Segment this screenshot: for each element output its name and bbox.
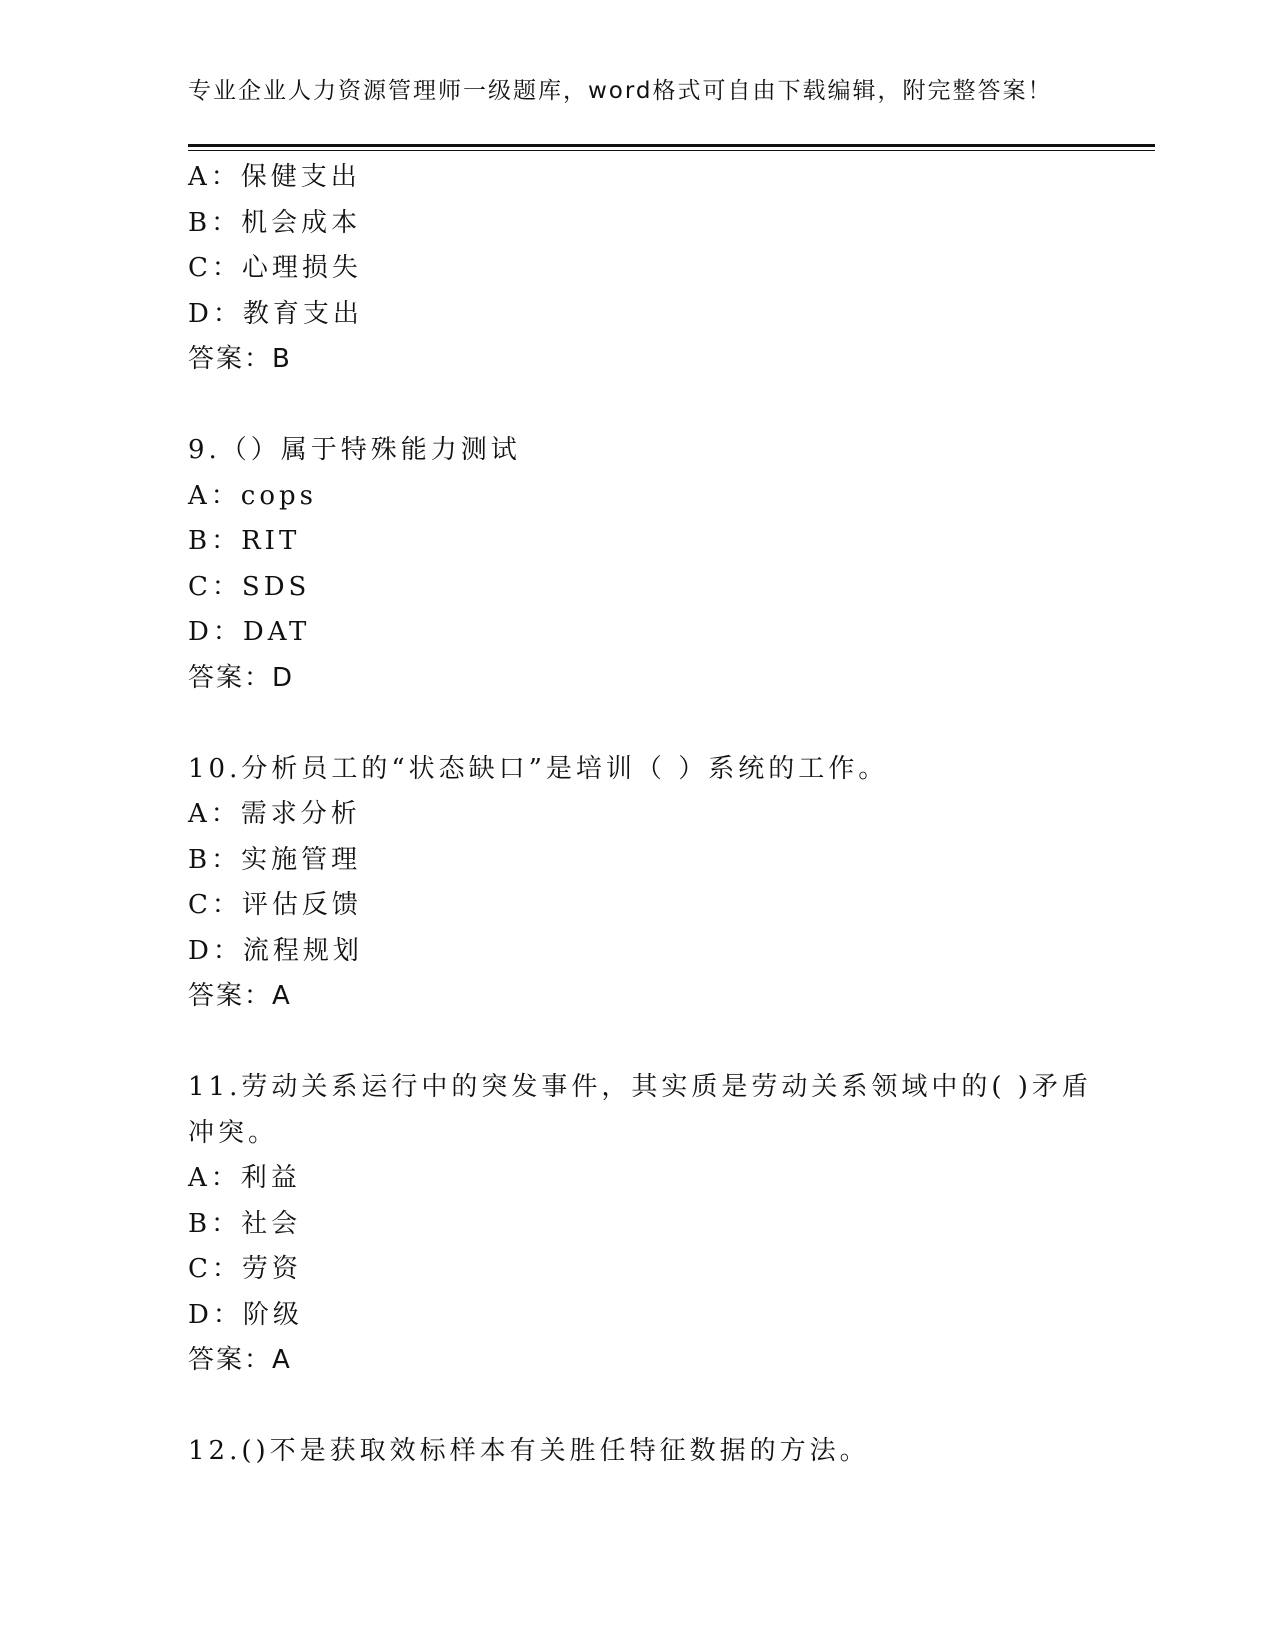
option-a: A：利益 xyxy=(188,1163,301,1193)
question-12 xyxy=(188,1429,1088,1475)
answer: 答案：B xyxy=(188,344,292,374)
question-8 xyxy=(188,155,1088,383)
header-rule-thin xyxy=(188,150,1155,151)
header-rule-thick xyxy=(188,144,1155,147)
answer: 答案：A xyxy=(188,981,292,1011)
question-stem-line-2: 冲突。 xyxy=(188,1117,279,1148)
option-d: D：DAT xyxy=(188,617,311,647)
question-10 xyxy=(188,747,1088,1020)
question-stem: 9.（）属于特殊能力测试 xyxy=(188,435,521,465)
option-c: C：劳资 xyxy=(188,1254,302,1284)
option-b: B：RIT xyxy=(188,526,301,556)
option-b: B：社会 xyxy=(188,1208,302,1239)
question-stem: 10.分析员工的“状态缺口”是培训（ ）系统的工作。 xyxy=(188,753,889,784)
option-d: D：教育支出 xyxy=(188,298,363,329)
option-d: D：阶级 xyxy=(188,1299,303,1330)
option-c: C：心理损失 xyxy=(188,253,362,283)
option-b: B：机会成本 xyxy=(188,207,362,238)
option-a: A：保健支出 xyxy=(188,162,361,192)
answer: 答案：A xyxy=(188,1345,292,1375)
question-11 xyxy=(188,1065,1092,1384)
answer: 答案：D xyxy=(188,662,295,693)
question-content xyxy=(188,155,1092,1475)
option-c: C：SDS xyxy=(188,571,311,602)
option-a: A：需求分析 xyxy=(188,799,361,829)
question-9 xyxy=(188,428,1088,701)
question-stem-line-1: 11.劳动关系运行中的突发事件，其实质是劳动关系领域中的( )矛盾 xyxy=(188,1072,1092,1102)
option-a: A：cops xyxy=(188,480,317,511)
option-d: D：流程规划 xyxy=(188,935,363,966)
option-c: C：评估反馈 xyxy=(188,890,362,920)
option-b: B：实施管理 xyxy=(188,844,362,875)
question-stem: 12.()不是获取效标样本有关胜任特征数据的方法。 xyxy=(188,1436,870,1466)
page-header: 专业企业人力资源管理师一级题库，word格式可自由下载编辑，附完整答案！ xyxy=(188,78,1053,104)
